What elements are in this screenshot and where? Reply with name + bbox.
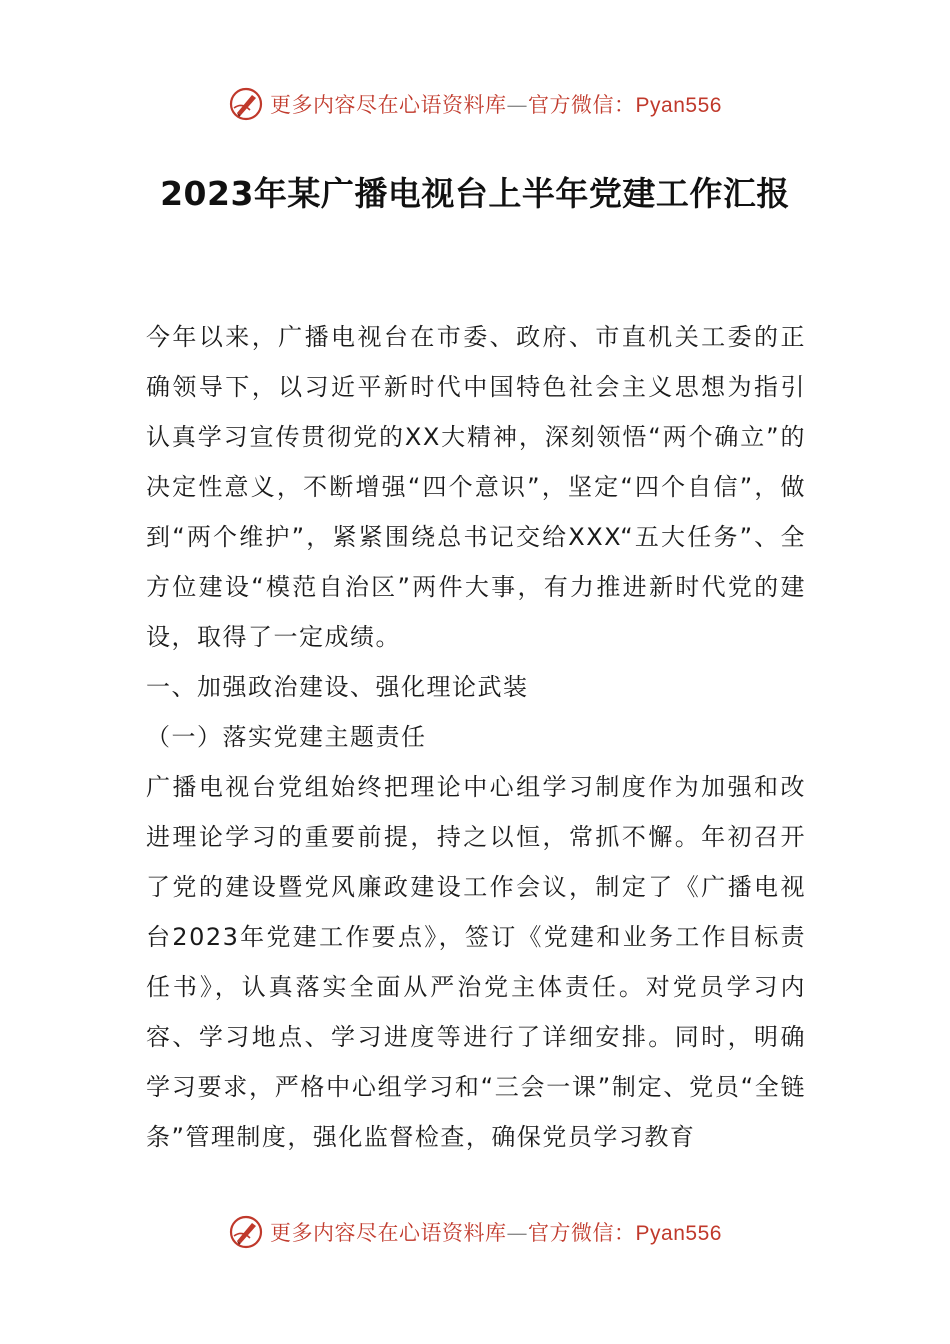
document-body — [146, 312, 806, 1162]
subsection-heading: （一）落实党建主题责任 — [146, 723, 427, 751]
watermark-separator: — — [506, 1221, 529, 1245]
watermark-text — [270, 89, 722, 119]
footer-watermark — [0, 1210, 950, 1254]
header-watermark — [0, 82, 950, 126]
document-title: 2023年某广播电视台上半年党建工作汇报 — [160, 174, 790, 213]
section-heading: 一、加强政治建设、强化理论武装 — [146, 673, 529, 701]
watermark-tail: 官方微信：Pyan556 — [528, 94, 722, 117]
intro-paragraph: 今年以来，广播电视台在市委、政府、市直机关工委的正确领导下，以习近平新时代中国特色社会主义思想为指引认真学习宣传贯彻党的XX大精神，深刻领悟“两个确立”的决定性意义，不断增强“四个意识”，坚定“四个自信”，做到“两个维护”，紧紧围绕总书记交给XXX“五大任务”、全方位建设“模范自治区”两件大事，有力推进新时代党的建设，取得了一定成绩。 — [146, 323, 806, 651]
watermark-main: 更多内容尽在心语资料库 — [270, 1221, 507, 1245]
watermark-main: 更多内容尽在心语资料库 — [270, 93, 507, 117]
body-paragraph: 广播电视台党组始终把理论中心组学习制度作为加强和改进理论学习的重要前提，持之以恒，常抓不懈。年初召开了党的建设暨党风廉政建设工作会议，制定了《广播电视台2023年党建工作要点》，签订《党建和业务工作目标责任书》，认真落实全面从严治党主体责任。对党员学习内容、学习地点、学习进度等进行了详细安排。同时，明确学习要求，严格中心组学习和“三会一课”制定、党员“全链条”管理制度，强化监督检查，确保党员学习教育 — [146, 773, 806, 1151]
watermark-text — [270, 1217, 722, 1247]
watermark-tail: 官方微信：Pyan556 — [528, 1222, 722, 1245]
pen-logo-icon — [228, 1214, 264, 1250]
watermark-separator: — — [506, 93, 529, 117]
pen-logo-icon — [228, 86, 264, 122]
